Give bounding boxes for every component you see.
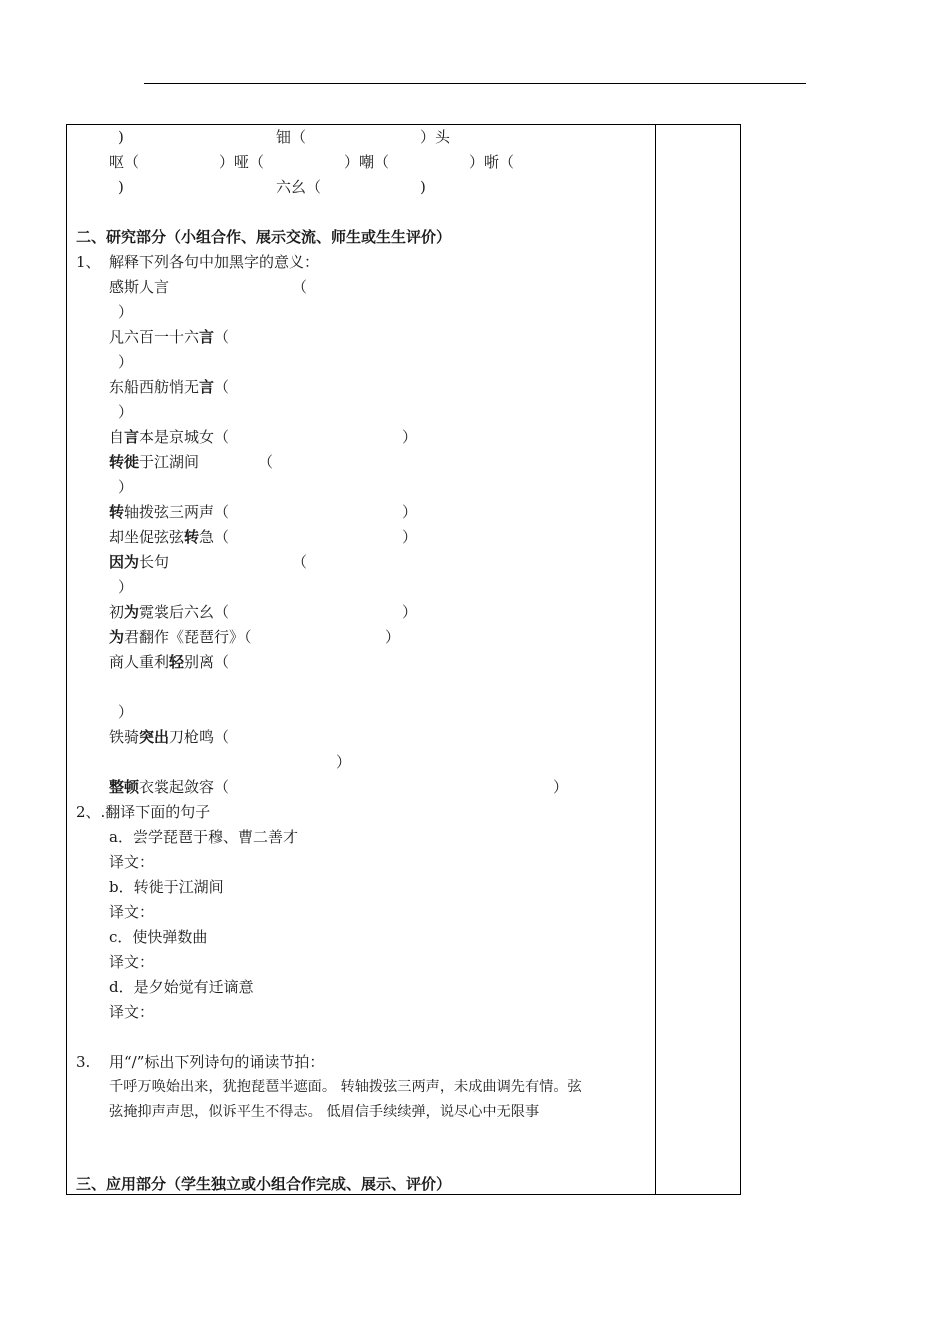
q1-item-paren-close: ） [402,503,418,521]
q1-item-paren-close: ） [336,753,352,771]
q1-item-text: 感斯人言 [109,278,170,296]
q1-item-paren-close: ） [402,428,418,446]
q1-item-paren-close: ） [118,703,134,721]
section2-heading: 二、研究部分（小组合作、展示交流、师生或生生评价） [76,228,452,246]
q1-item-paren-close: ） [118,353,134,371]
q1-number: 1、 [76,253,101,271]
q2-translation-label: 译文： [109,903,155,921]
pinyin-row1-c: ）头 [420,128,451,146]
q1-item-text: 整顿衣裳起敛容（ [109,778,230,796]
q1-item-paren-open: （ [292,553,308,571]
q1-item-paren-open: （ [258,453,274,471]
q1-item-text: 凡六百一十六言（ [109,328,230,346]
q1-item-text: 为君翻作《琵琶行》（ [109,628,252,646]
q2-sentence-b: b．转徙于江湖间 [109,878,224,896]
q1-item-paren-open: （ [292,278,308,296]
q2-sentence-c: c．使快弹数曲 [109,928,208,946]
q1-prompt: 解释下列各句中加黑字的意义： [109,253,320,271]
q1-item-paren-close: ） [118,578,134,596]
section3-heading: 三、应用部分（学生独立或小组合作完成、展示、评价） [76,1175,452,1193]
pinyin-row2-d: ）哳（ [469,153,515,171]
q1-item-paren-close: ） [118,478,134,496]
pinyin-row1-a: ) [118,128,124,146]
q1-item-text: 铁骑突出刀枪鸣（ [109,728,230,746]
q2-translation-label: 译文： [109,1003,155,1021]
q2-sentence-d: d．是夕始觉有迁谪意 [109,978,254,996]
table-column-divider [655,124,656,1195]
q1-item-paren-close: ） [553,778,569,796]
q1-item-text: 却坐促弦弦转急（ [109,528,230,546]
q1-item-text: 因为长句 [109,553,170,571]
pinyin-row2-a: 呕（ [109,153,140,171]
pinyin-row3-b: 六幺（ [276,178,322,196]
pinyin-row3-c: ) [420,178,426,196]
pinyin-row3-a: ) [118,178,124,196]
q3-poem-line-1: 千呼万唤始出来，犹抱琵琶半遮面。 转轴拨弦三两声，未成曲调先有情。弦 [109,1079,582,1095]
q2-translation-label: 译文： [109,953,155,971]
q2-translation-label: 译文： [109,853,155,871]
q1-item-paren-close: ） [402,603,418,621]
q1-item-paren-close: ） [385,628,401,646]
q1-item-text: 自言本是京城女（ [109,428,230,446]
q1-item-paren-close: ） [118,303,134,321]
header-rule [144,83,806,84]
q2-sentence-a: a．尝学琵琶于穆、曹二善才 [109,828,298,846]
q1-item-text: 转轴拨弦三两声（ [109,503,230,521]
pinyin-row2-c: ）嘲（ [344,153,390,171]
pinyin-row2-b: ）哑（ [219,153,265,171]
q2-title: 2、.翻译下面的句子 [76,803,211,821]
q1-item-paren-close: ） [118,403,134,421]
pinyin-row1-b: 钿（ [276,128,307,146]
q3-number: 3. [76,1053,91,1071]
q3-poem-line-2: 弦掩抑声声思，似诉平生不得志。 低眉信手续续弹，说尽心中无限事 [109,1104,540,1120]
q1-item-text: 商人重利轻别离（ [109,653,230,671]
q3-prompt: 用“/”标出下列诗句的诵读节拍： [109,1053,325,1071]
q1-item-text: 东船西舫悄无言（ [109,378,230,396]
q1-item-text: 初为霓裳后六幺（ [109,603,230,621]
q1-item-paren-close: ） [402,528,418,546]
q1-item-text: 转徙于江湖间 [109,453,200,471]
